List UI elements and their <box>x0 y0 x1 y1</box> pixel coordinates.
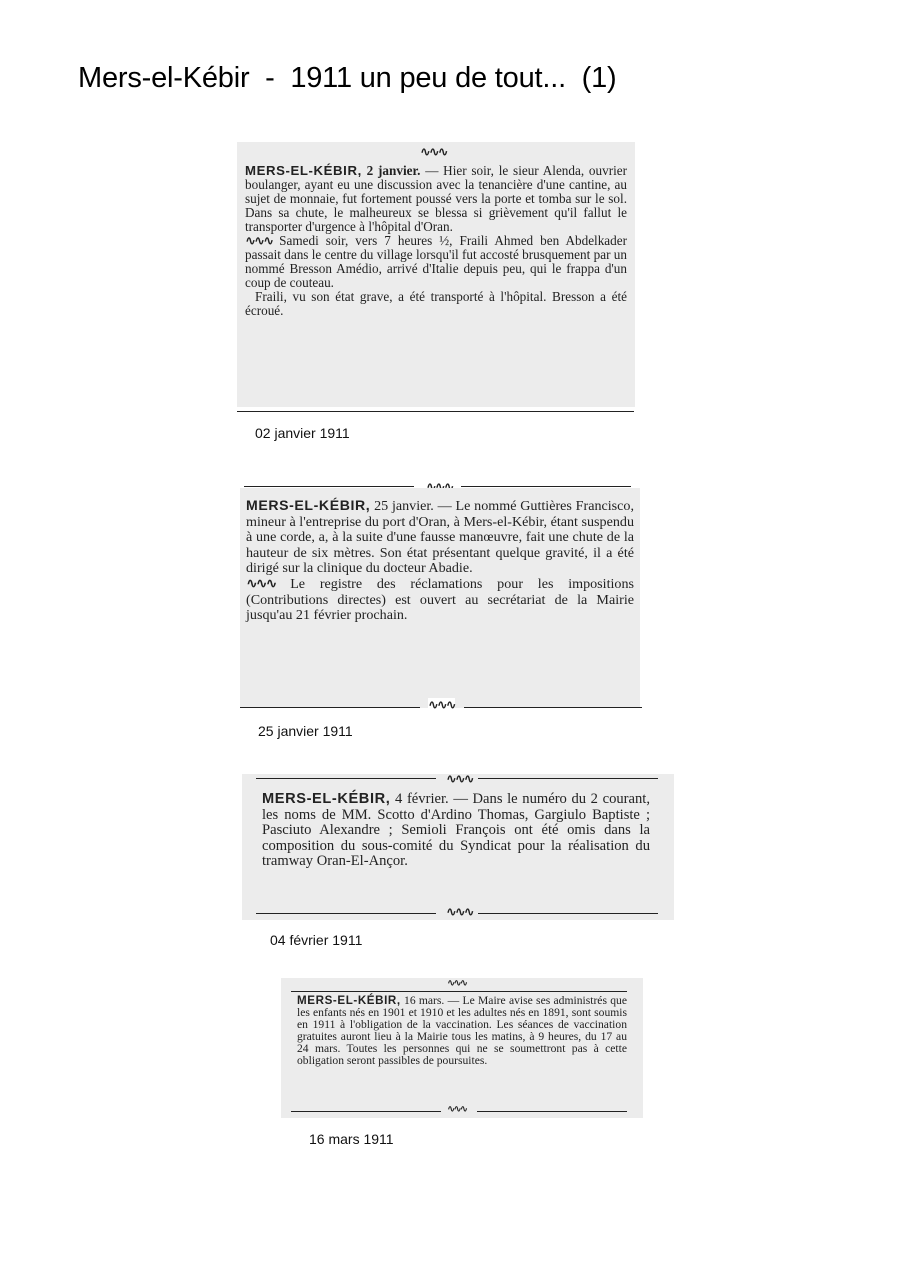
ornament-icon: ∿∿∿ <box>446 772 473 787</box>
clipping-4-caption: 16 mars 1911 <box>309 1131 394 1147</box>
clipping-2-lead: — Le nommé Guttières Francisco, mineur à l'entreprise du port d'Oran, à Mers-el-Kébir, étant suspendu à une corde, a, à la suite d'une fausse manœuvre, fait une chute de la hauteur de six mètres. Son état présentant quelque gravité, il a été dirigé sur la clinique du docteur Abadie. <box>246 498 634 577</box>
ornament-icon: ∿∿∿ <box>246 575 276 592</box>
clipping-3-heading: MERS-EL-KÉBIR, <box>262 791 391 807</box>
clipping-3-bottom-rule-right <box>478 913 658 914</box>
clipping-3-bottom-rule-left <box>256 913 436 914</box>
clipping-2-date: 25 janvier. <box>374 498 434 514</box>
clipping-4-bottom-rule-left <box>291 1111 441 1112</box>
clipping-2-para2: Le registre des réclamations pour les impositions (Contributions directes) est ouvert au secrétariat de la Mairie jusqu'au 21 février prochain. <box>246 575 634 624</box>
clipping-1-text <box>245 164 627 234</box>
clipping-2-top-rule-right <box>461 486 631 487</box>
clipping-1 <box>237 142 635 407</box>
clipping-1-para3: Fraili, vu son état grave, a été transporté à l'hôpital. Bresson a été écroué. <box>245 289 627 319</box>
ornament-icon: ∿∿∿ <box>428 698 455 713</box>
clipping-2 <box>240 488 640 708</box>
clipping-3-lead: — Dans le numéro du 2 courant, les noms de MM. Scotto d'Ardino Thomas, Gargiulo Baptiste ; Pasciuto Alexandre ; Semioli François ont été omis dans la composition du sous-comité du Syndicat pour la réalisation du tramway Oran-El-Ançor. <box>262 791 651 870</box>
clipping-2-text <box>246 498 634 577</box>
clipping-2-heading: MERS-EL-KÉBIR, <box>246 497 371 513</box>
clipping-2-para2-block <box>246 577 634 624</box>
clipping-4-date: 16 mars. <box>404 994 445 1007</box>
clipping-3-top-rule-left <box>256 778 436 779</box>
clipping-3 <box>242 774 674 920</box>
clipping-1-bottom-rule <box>237 411 634 412</box>
clipping-1-date: 2 janvier. <box>366 163 421 178</box>
clipping-2-caption: 25 janvier 1911 <box>258 723 353 739</box>
clipping-1-caption: 02 janvier 1911 <box>255 425 350 441</box>
clipping-3-date: 4 février. <box>395 791 449 807</box>
clipping-1-para3-block <box>245 290 627 318</box>
clipping-4 <box>281 978 643 1118</box>
clipping-4-bottom-rule-right <box>477 1111 627 1112</box>
clipping-3-caption: 04 février 1911 <box>270 932 363 948</box>
clipping-4-text <box>297 995 627 1068</box>
ornament-icon: ∿∿∿ <box>245 233 273 249</box>
clipping-4-lead: — Le Maire avise ses administrés que les enfants nés en 1901 et 1910 et les adultes nés en 1891, sont soumis en 1911 à l'obligation de la vaccination. Les séances de vaccination gratuites auront lieu à la Mairie tous les matins, à 9 heures, du 17 au 24 mars. Toutes les personnes qui ne se soumettront pas à cette obligation seront passibles de poursuites. <box>297 994 627 1068</box>
ornament-icon: ∿∿∿ <box>447 978 467 989</box>
clipping-1-heading: MERS-EL-KÉBIR, <box>245 163 362 178</box>
ornament-icon: ∿∿∿ <box>447 1104 467 1115</box>
clipping-3-top-rule-right <box>478 778 658 779</box>
page-title: Mers-el-Kébir - 1911 un peu de tout... (1) <box>78 62 617 94</box>
clipping-4-heading: MERS-EL-KÉBIR, <box>297 994 401 1007</box>
ornament-icon: ∿∿∿ <box>446 905 473 920</box>
clipping-4-top-rule <box>291 991 627 992</box>
clipping-1-para2-block <box>245 234 627 291</box>
ornament-icon: ∿∿∿ <box>420 145 447 160</box>
clipping-3-text <box>262 792 650 870</box>
clipping-1-para2: Samedi soir, vers 7 heures ½, Fraili Ahmed ben Abdelkader passait dans le centre du village lorsqu'il fut accosté brusquement par un nommé Bresson Amédio, arrivé d'Italie depuis peu, qui le frappa d'un coup de couteau. <box>245 232 627 291</box>
clipping-2-top-rule-left <box>244 486 414 487</box>
clipping-2-bottom-rule-right <box>464 707 642 708</box>
clipping-2-bottom-rule-left <box>240 707 420 708</box>
clipping-1-lead: — Hier soir, le sieur Alenda, ouvrier boulanger, ayant eu une discussion avec la tenancière d'une cantine, au sujet de monnaie, fut fortement poussé vers la porte et tomba sur le sol. Dans sa chute, le malheureux se blessa si grièvement qu'il fallut le transporter d'urgence à l'hôpital d'Oran. <box>245 163 628 234</box>
